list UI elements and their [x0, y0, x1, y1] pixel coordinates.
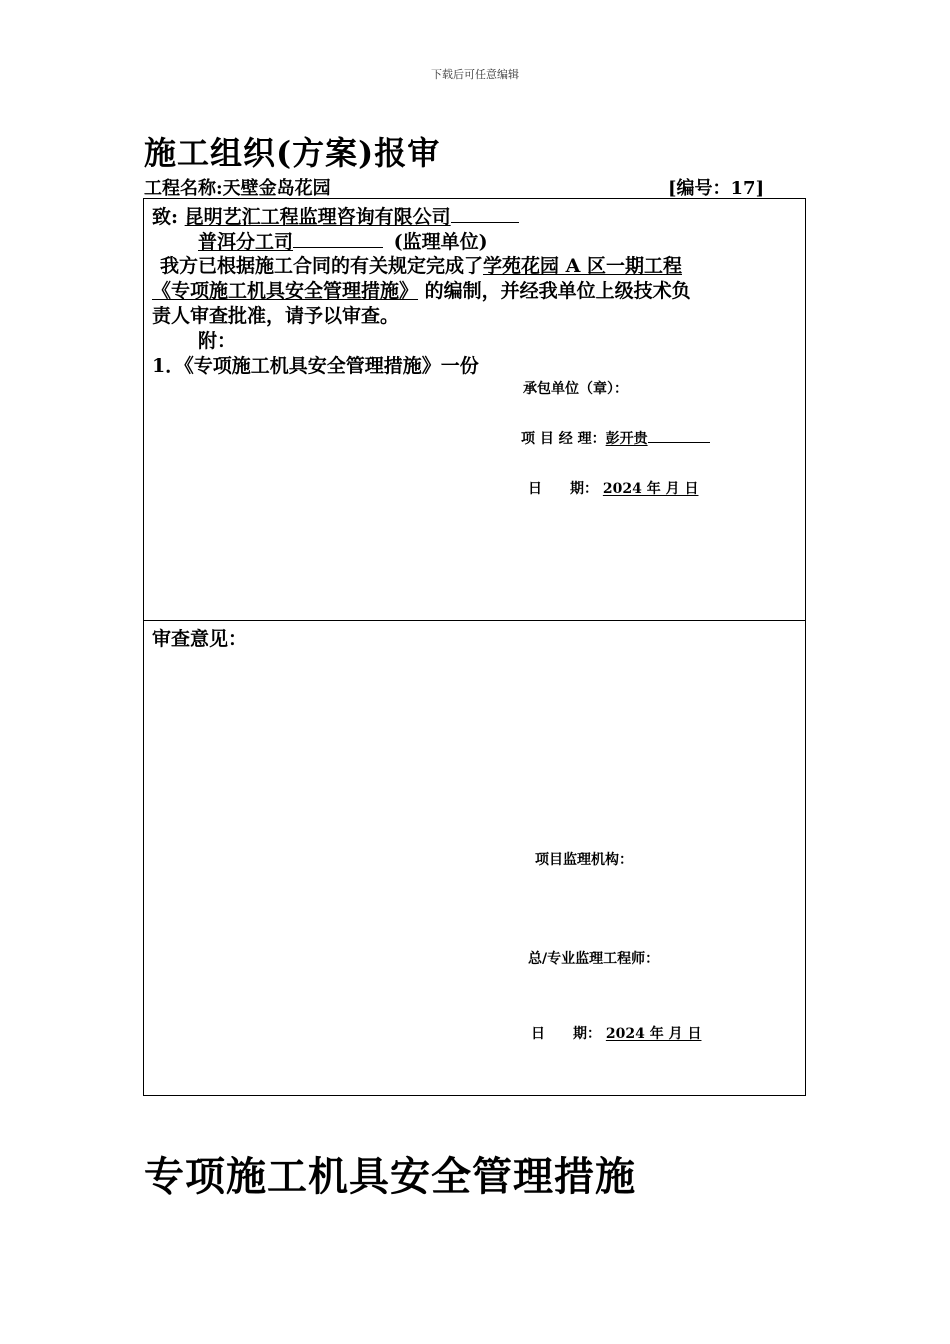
contractor-unit-label: 承包单位（章）： [523, 381, 628, 397]
document-title: 施工组织(方案)报审 [144, 134, 441, 172]
underline-fill [648, 441, 710, 443]
project-name-row [144, 174, 331, 200]
review-date-value: 2024 年 月 日 [605, 1026, 702, 1042]
supervision-engineer-label: 总/专业监理工程师： [528, 951, 660, 967]
body-line-1-prefix: 我方已根据施工合同的有关规定完成了 [160, 255, 484, 277]
project-label: 工程名称: [144, 178, 223, 199]
review-date-label: 日 期： [531, 1026, 601, 1042]
review-date-row [531, 1023, 701, 1043]
body-line-1 [160, 251, 682, 278]
contractor-date-label: 日 期： [528, 481, 598, 497]
addressee-line-2 [198, 227, 488, 254]
project-manager-label: 项 目 经 理： [521, 431, 606, 447]
serial-number: [编号：17] [668, 178, 765, 199]
supervisor-company: 昆明艺汇工程监理咨询有限公司 [184, 206, 451, 228]
supervisor-role: (监理单位) [393, 231, 488, 253]
underline-fill [451, 221, 519, 223]
attachment-item: 1．《专项施工机具安全管理措施》一份 [152, 355, 479, 377]
header-note: 下载后可任意编辑 [431, 68, 519, 81]
project-name: 天壁金岛花园 [222, 178, 331, 199]
body-line-3: 责人审查批准，请予以审查。 [152, 305, 400, 327]
review-opinion-label: 审查意见： [152, 628, 248, 650]
review-section [143, 620, 806, 1096]
contractor-date-row [528, 478, 698, 498]
project-manager-name: 彭开贵 [605, 431, 648, 447]
project-reference: 学苑花园 A 区一期工程 [483, 255, 682, 277]
section-heading: 专项施工机具安全管理措施 [144, 1153, 636, 1200]
body-line-2 [152, 276, 691, 303]
body-line-2-suffix: 的编制，并经我单位上级技术负 [424, 280, 691, 302]
supervisor-branch: 普洱分工司 [198, 231, 294, 253]
contractor-date-value: 2024 年 月 日 [602, 481, 699, 497]
addressee-line-1 [152, 202, 519, 229]
document-reference: 《专项施工机具安全管理措施》 [152, 280, 419, 302]
supervision-org-label: 项目监理机构： [535, 852, 633, 868]
attachment-label: 附： [198, 330, 237, 352]
to-prefix: 致: [152, 206, 179, 228]
project-manager-row [521, 428, 710, 448]
underline-fill [293, 246, 383, 248]
